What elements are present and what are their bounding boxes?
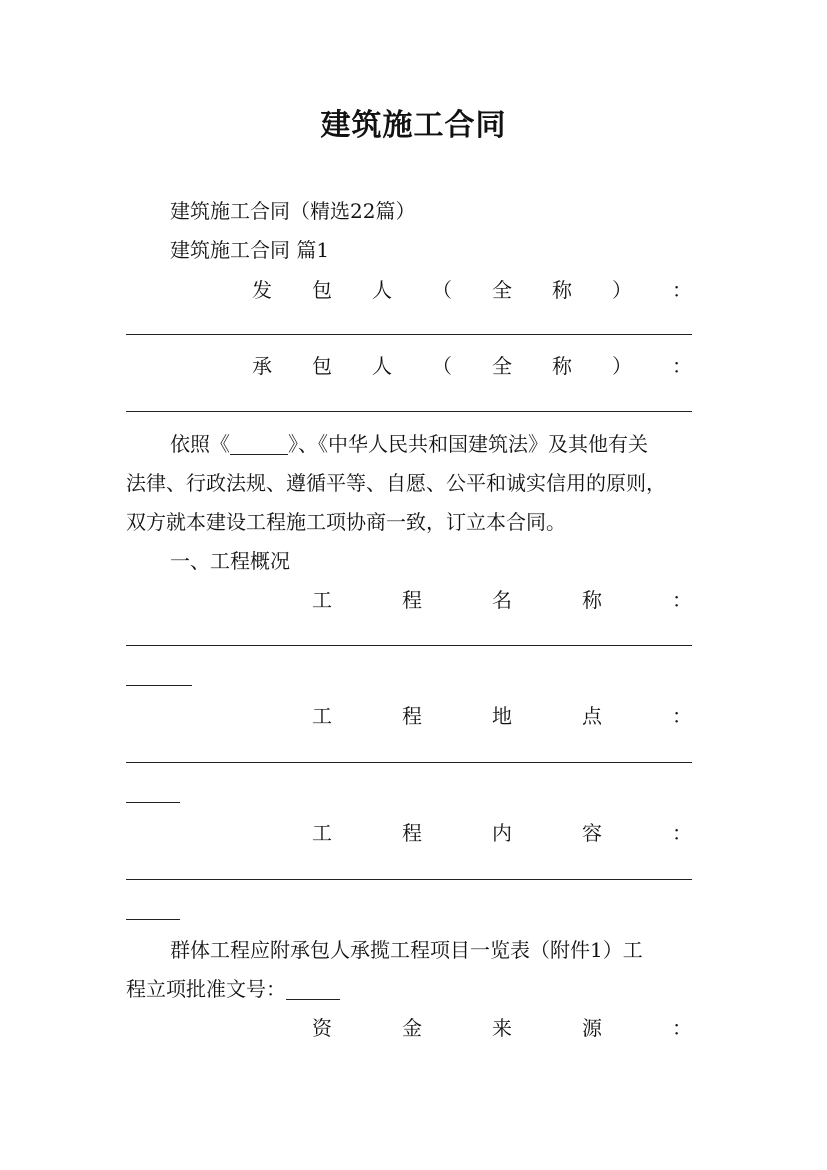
label-char: 全	[492, 354, 512, 378]
label-char: （	[432, 278, 452, 302]
label-char: 工	[312, 588, 332, 612]
project-location-fill-line	[126, 762, 692, 763]
document-subtitle: 建筑施工合同（精选22篇）	[170, 199, 416, 223]
label-char: 点	[582, 704, 602, 728]
basis-paragraph-line1	[170, 431, 701, 457]
label-char: 来	[492, 1016, 512, 1040]
label-char: 工	[312, 821, 332, 845]
label-char: 包	[312, 354, 332, 378]
label-char: 程	[402, 704, 422, 728]
label-char: ：	[672, 821, 692, 845]
label-char: 人	[372, 354, 392, 378]
label-char: ：	[672, 278, 692, 302]
label-char: 称	[552, 278, 572, 302]
project-name-fill-line-end	[126, 685, 192, 686]
label-char: 发	[252, 278, 272, 302]
label-char: 源	[582, 1016, 602, 1040]
project-location-fill-line-end	[126, 802, 180, 803]
label-char: ：	[672, 1016, 692, 1040]
label-char: 包	[312, 278, 332, 302]
basis-suffix: 》、《中华人民共和国建筑法》及其他有关	[288, 432, 648, 456]
label-char: 全	[492, 278, 512, 302]
approval-number-label: 程立项批准文号：	[126, 977, 286, 1001]
project-content-fill-line	[126, 879, 692, 880]
group-note-line2	[126, 976, 701, 1002]
label-char: 工	[312, 704, 332, 728]
label-char: 承	[252, 354, 272, 378]
label-char: （	[432, 354, 452, 378]
label-char: ：	[672, 704, 692, 728]
contractor-fill-line	[126, 411, 692, 412]
label-char: 人	[372, 278, 392, 302]
basis-prefix: 依照《	[170, 432, 230, 456]
basis-paragraph-line3: 双方就本建设工程施工项协商一致，订立本合同。	[126, 510, 566, 534]
employer-fill-line	[126, 334, 692, 335]
law-name-blank	[230, 434, 288, 455]
label-char: ：	[672, 354, 692, 378]
label-char: 容	[582, 821, 602, 845]
project-name-label	[312, 587, 692, 613]
label-char: 称	[552, 354, 572, 378]
label-char: 资	[312, 1016, 332, 1040]
contractor-label	[252, 353, 692, 379]
label-char: 名	[492, 588, 512, 612]
label-char: 程	[402, 588, 422, 612]
basis-paragraph-line2: 法律、行政法规、遵循平等、自愿、公平和诚实信用的原则，	[126, 471, 666, 495]
label-char: 金	[402, 1016, 422, 1040]
project-location-label	[312, 703, 692, 729]
fund-source-label	[312, 1015, 692, 1041]
label-char: 程	[402, 821, 422, 845]
employer-label	[252, 277, 692, 303]
project-content-fill-line-end	[126, 919, 180, 920]
label-char: 地	[492, 704, 512, 728]
document-title: 建筑施工合同	[320, 108, 507, 143]
section-heading: 一、工程概况	[170, 549, 290, 573]
label-char: ）	[612, 354, 632, 378]
group-note-line1: 群体工程应附承包人承揽工程项目一览表（附件1）工	[170, 938, 643, 962]
approval-number-blank	[286, 979, 340, 1000]
label-char: ：	[672, 588, 692, 612]
project-content-label	[312, 820, 692, 846]
label-char: 内	[492, 821, 512, 845]
project-name-fill-line	[126, 645, 692, 646]
part-heading: 建筑施工合同 篇1	[170, 238, 330, 262]
label-char: 称	[582, 588, 602, 612]
label-char: ）	[612, 278, 632, 302]
